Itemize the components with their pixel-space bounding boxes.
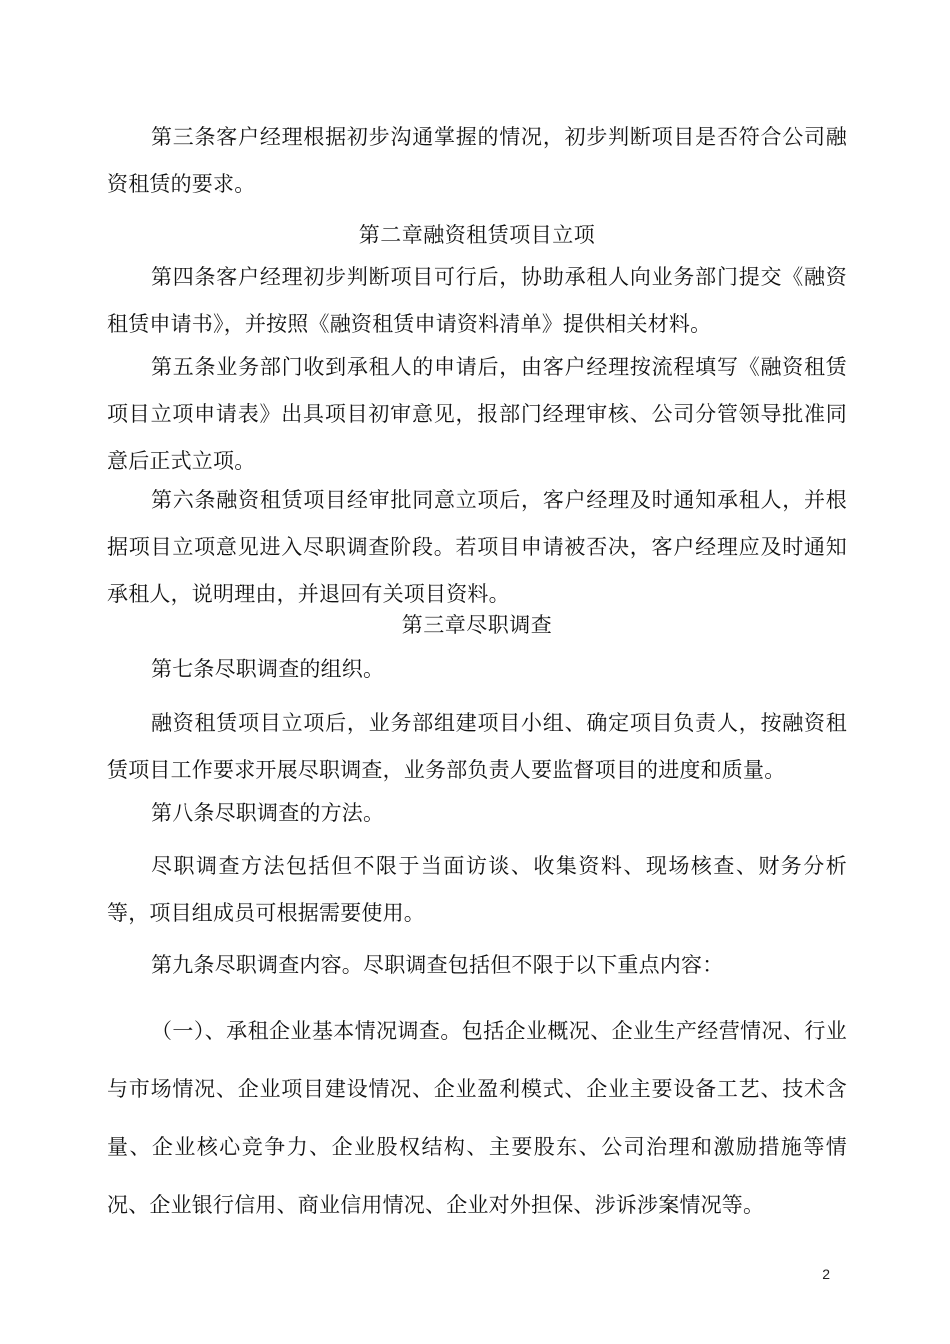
article-9-paragraph: 第九条尽职调查内容。尽职调查包括但不限于以下重点内容： — [151, 953, 724, 977]
article-9-item-1: （一）、承租企业基本情况调查。包括企业概况、企业生产经营情况、行业与市场情况、企业项目建设情况、企业盈利模式、企业主要设备工艺、技术含量、企业核心竞争力、企业股权结构、主要股东、公司治理和激励措施等情况、企业银行信用、商业信用情况、企业对外担保、涉诉涉案情况等。 — [107, 1019, 847, 1217]
article-4-paragraph: 第四条客户经理初步判断项目可行后，协助承租人向业务部门提交《融资租赁申请书》，并按照《融资租赁申请资料清单》提供相关材料。 — [107, 265, 847, 336]
article-7-paragraph: 第七条尽职调查的组织。 — [151, 657, 385, 681]
page-number: 2 — [822, 1266, 830, 1282]
article-5-paragraph: 第五条业务部门收到承租人的申请后，由客户经理按流程填写《融资租赁项目立项申请表》出具项目初审意见，报部门经理审核、公司分管领导批准同意后正式立项。 — [107, 355, 847, 473]
chapter-3-heading: 第三章尽职调查 — [401, 613, 553, 637]
article-7-body: 融资租赁项目立项后，业务部组建项目小组、确定项目负责人，按融资租赁项目工作要求开展尽职调查，业务部负责人要监督项目的进度和质量。 — [107, 711, 847, 782]
article-8-paragraph: 第八条尽职调查的方法。 — [151, 801, 385, 825]
article-3-paragraph: 第三条客户经理根据初步沟通掌握的情况，初步判断项目是否符合公司融资租赁的要求。 — [107, 125, 847, 196]
article-6-paragraph: 第六条融资租赁项目经审批同意立项后，客户经理及时通知承租人，并根据项目立项意见进入尽职调查阶段。若项目申请被否决，客户经理应及时通知承租人，说明理由，并退回有关项目资料。 — [107, 488, 847, 606]
article-8-body: 尽职调查方法包括但不限于当面访谈、收集资料、现场核查、财务分析等，项目组成员可根据需要使用。 — [107, 854, 847, 925]
chapter-2-heading: 第二章融资租赁项目立项 — [358, 223, 596, 247]
